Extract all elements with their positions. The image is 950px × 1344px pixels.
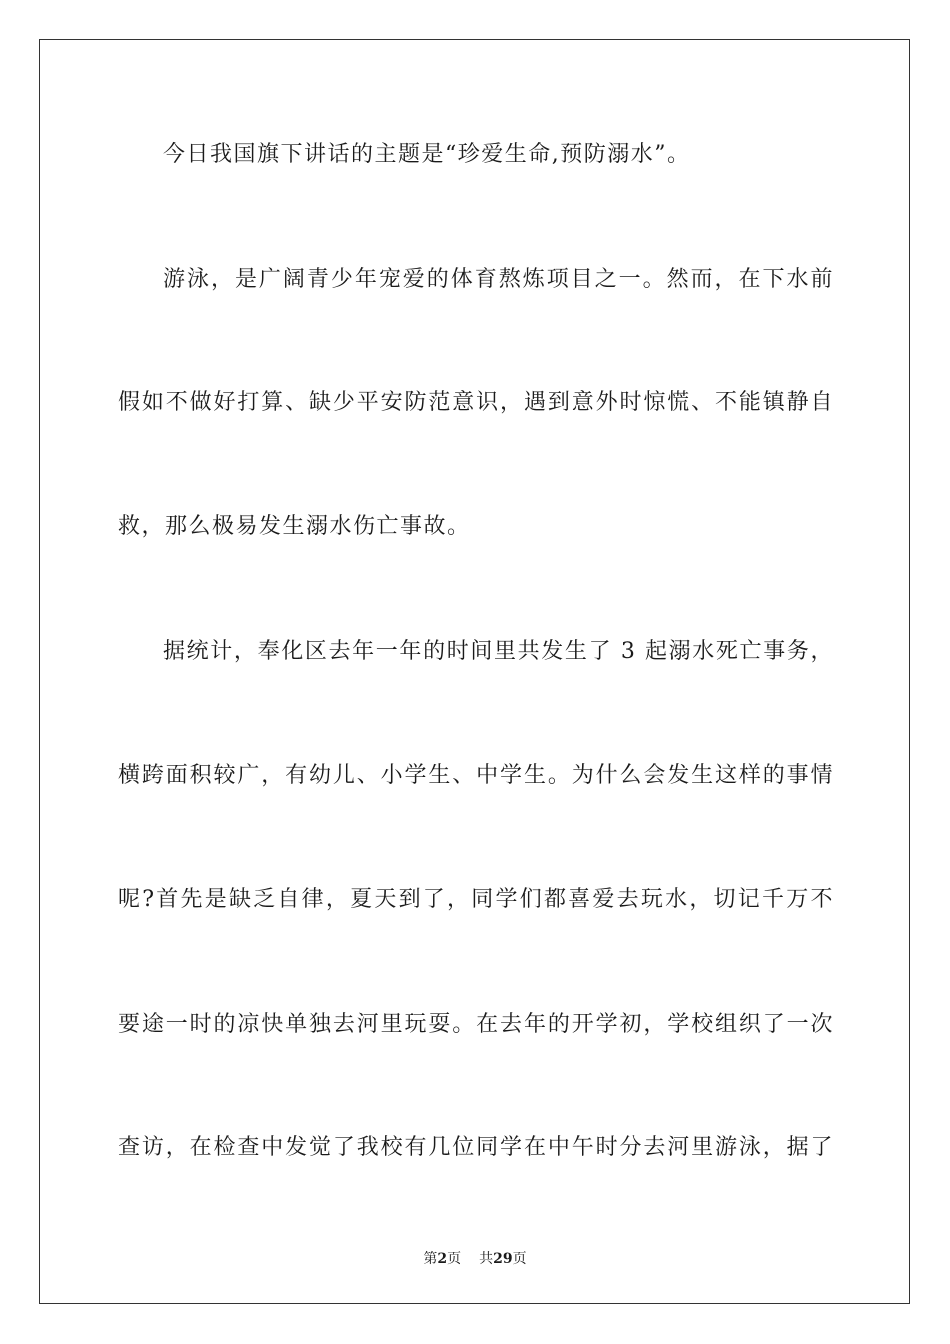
- paragraph-1-line-1: 今日我国旗下讲话的主题是“珍爱生命,预防溺水”。: [163, 142, 691, 167]
- paragraph-3-line-4: 要途一时的凉快单独去河里玩耍。在去年的开学初，学校组织了一次: [118, 1012, 834, 1037]
- paragraph-3-line-3: 呢?首先是缺乏自律，夏天到了，同学们都喜爱去玩水，切记千万不: [118, 887, 834, 912]
- paragraph-2-line-3: 救，那么极易发生溺水伤亡事故。: [118, 514, 471, 539]
- page-footer: [0, 1248, 950, 1268]
- total-prefix: 共: [479, 1251, 494, 1267]
- paragraph-2-line-1: 游泳，是广阔青少年宠爱的体育熬炼项目之一。然而，在下水前: [163, 267, 834, 292]
- page-prefix: 第: [423, 1251, 438, 1267]
- paragraph-3-line-5: 查访，在检查中发觉了我校有几位同学在中午时分去河里游泳，据了: [118, 1135, 834, 1160]
- total-pages-number: 29: [493, 1251, 513, 1267]
- current-page-number: 2: [437, 1251, 448, 1267]
- paragraph-3-line-2: 横跨面积较广，有幼儿、小学生、中学生。为什么会发生这样的事情: [118, 763, 834, 788]
- paragraph-2-line-2: 假如不做好打算、缺少平安防范意识，遇到意外时惊慌、不能镇静自: [118, 390, 834, 415]
- page-border: [39, 39, 910, 1304]
- total-suffix: 页: [512, 1251, 527, 1267]
- paragraph-3-line-1: 据统计，奉化区去年一年的时间里共发生了 3 起溺水死亡事务，: [163, 639, 834, 664]
- page-suffix: 页: [447, 1251, 462, 1267]
